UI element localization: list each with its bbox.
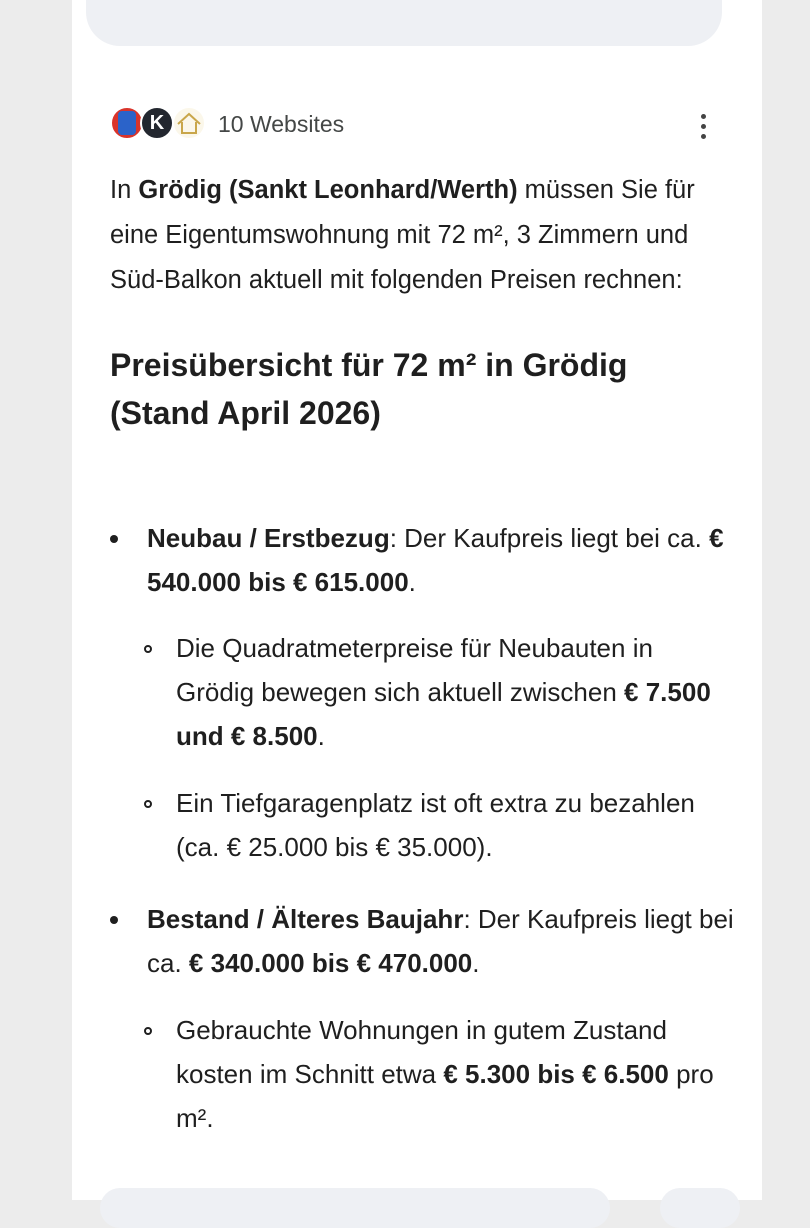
- sub-text: Ein Tiefgaragenplatz ist oft extra zu bezahlen (ca. € 25.000 bis € 35.000).: [176, 788, 695, 862]
- bullet-price: € 540.000 bis € 615.000: [147, 523, 724, 597]
- sub-text: Die Quadratmeterpreise für Neubauten in Grödig bewegen sich aktuell zwischen: [176, 633, 653, 707]
- ai-answer: [110, 168, 730, 437]
- intro-after: müssen Sie für eine Eigentumswohnung mit 72 m², 3 Zimmern und Süd-Balkon aktuell mit folgenden Preisen rechnen:: [110, 176, 695, 294]
- list-item-neubau: [147, 516, 737, 604]
- source-favicon-icon: [110, 106, 144, 140]
- intro-before: In: [110, 176, 139, 204]
- sub-bold: € 5.300 bis € 6.500: [443, 1059, 669, 1089]
- sub-text: Gebrauchte Wohnungen in gutem Zustand kosten im Schnitt etwa: [176, 1015, 667, 1089]
- bullet-price: € 340.000 bis € 470.000: [188, 948, 473, 978]
- bullet-dot-icon: [110, 916, 118, 924]
- sub-list-item: [176, 781, 696, 869]
- bullet-text: : Der Kaufpreis liegt bei ca.: [389, 523, 710, 553]
- sources-count-label: 10 Websites: [218, 110, 345, 137]
- sub-bullet-circle-icon: [144, 645, 152, 653]
- sources-row[interactable]: [110, 104, 344, 144]
- next-button-edge[interactable]: [660, 1188, 740, 1228]
- source-favicons: [110, 104, 210, 144]
- sub-list-item: [176, 626, 736, 758]
- house-logo-icon: [172, 106, 206, 140]
- intro-paragraph: [110, 168, 730, 303]
- sub-bullet-circle-icon: [144, 1027, 152, 1035]
- sub-bold: € 7.500 und € 8.500: [176, 677, 711, 751]
- section-heading: Preisübersicht für 72 m² in Grödig (Stand April 2026): [110, 347, 628, 431]
- bullet-title: Bestand / Älteres Baujahr: [147, 904, 464, 934]
- bullet-dot-icon: [110, 535, 118, 543]
- intro-location: Grödig (Sankt Leonhard/Werth): [138, 176, 518, 204]
- previous-card-edge: [86, 0, 722, 46]
- bullet-end: .: [408, 567, 416, 597]
- sub-list-item: [176, 1008, 736, 1140]
- bullet-title: Neubau / Erstbezug: [147, 523, 390, 553]
- next-card-edge: [100, 1188, 610, 1228]
- bullet-text: : Der Kaufpreis liegt bei ca.: [147, 904, 734, 978]
- source-k-logo-icon: K: [140, 106, 174, 140]
- bullet-end: .: [472, 948, 480, 978]
- sub-end: .: [317, 721, 325, 751]
- list-item-bestand: [147, 897, 737, 985]
- sub-end: pro m².: [176, 1059, 714, 1133]
- more-options-icon[interactable]: [690, 106, 718, 146]
- sub-bullet-circle-icon: [144, 800, 152, 808]
